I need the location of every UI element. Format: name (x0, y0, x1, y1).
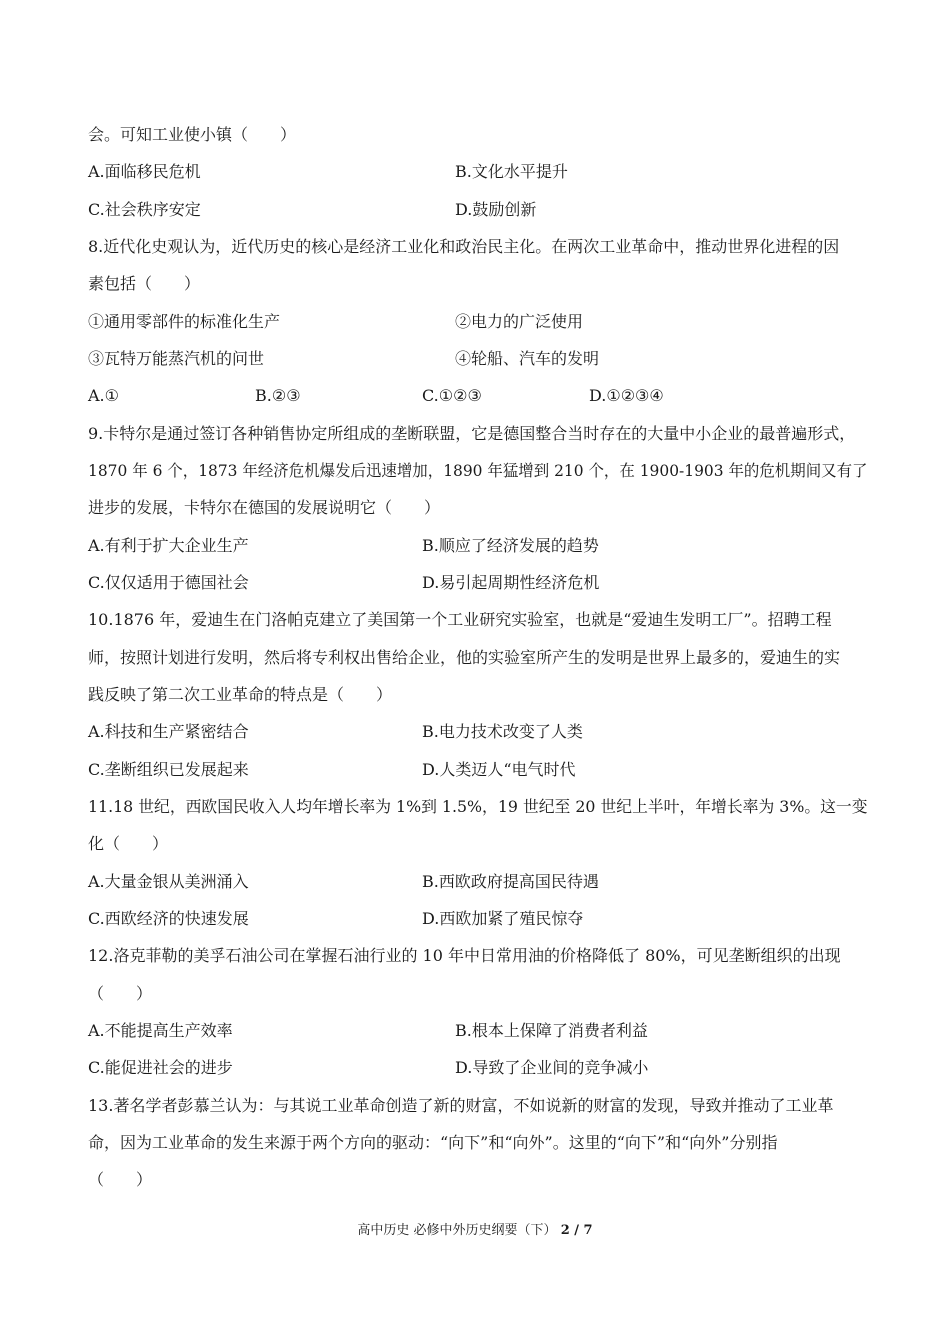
q13-stem-line1: 13.著名学者彭慕兰认为：与其说工业革命创造了新的财富，不如说新的财富的发现，导致并推动了工业革 (88, 1096, 834, 1115)
q8-item-4: ④轮船、汽车的发明 (455, 349, 600, 368)
q8-option-a: A.① (88, 386, 119, 405)
q12-option-d: D.导致了企业间的竞争减小 (455, 1058, 649, 1077)
q12-option-a: A.不能提高生产效率 (88, 1021, 233, 1040)
q10-option-c: C.垄断组织已发展起来 (88, 760, 249, 779)
q11-option-d: D.西欧加紧了殖民惊夺 (422, 909, 584, 928)
page-number: 2 / 7 (560, 1223, 593, 1238)
q7-option-c: C.社会秩序安定 (88, 200, 201, 219)
q12-option-b: B.根本上保障了消费者利益 (455, 1021, 648, 1040)
q9-option-a: A.有利于扩大企业生产 (88, 536, 249, 555)
q8-item-3: ③瓦特万能蒸汽机的问世 (88, 349, 265, 368)
q10-stem-line2: 师，按照计划进行发明，然后将专利权出售给企业，他的实验室所产生的发明是世界上最多的，爱迪生的实 (88, 648, 841, 667)
q9-option-c: C.仅仅适用于德国社会 (88, 573, 249, 592)
q8-option-c: C.①②③ (422, 386, 482, 405)
footer-subject: 高中历史 必修中外历史纲要（下） (357, 1223, 557, 1238)
q7-option-b: B.文化水平提升 (455, 162, 568, 181)
q9-stem-line1: 9.卡特尔是通过签订各种销售协定所组成的垄断联盟，它是德国整合当时存在的大量中小企业的最普遍形式， (88, 424, 856, 443)
q10-option-a: A.科技和生产紧密结合 (88, 722, 249, 741)
q12-stem-line2: （ ） (88, 984, 153, 1003)
q8-stem-line2: 素包括（ ） (88, 274, 201, 293)
q9-stem-line3: 进步的发展，卡特尔在德国的发展说明它（ ） (88, 498, 441, 517)
q8-option-b: B.②③ (255, 386, 301, 405)
q9-stem-line2: 1870 年 6 个，1873 年经济危机爆发后迅速增加，1890 年猛增到 210 个，在 1900-1903 年的危机期间又有了 (88, 461, 868, 480)
q12-stem-line1: 12.洛克菲勒的美孚石油公司在掌握石油行业的 10 年中日常用油的价格降低了 80%，可见垄断组织的出现 (88, 946, 841, 965)
q8-item-1: ①通用零部件的标准化生产 (88, 312, 281, 331)
q10-option-d: D.人类迈人“电气时代 (422, 760, 576, 779)
q10-stem-line1: 10.1876 年，爱迪生在门洛帕克建立了美国第一个工业研究实验室，也就是“爱迪生发明工厂”。招聘工程 (88, 610, 832, 629)
q11-stem-line1: 11.18 世纪，西欧国民收入人均年增长率为 1%到 1.5%，19 世纪至 20 世纪上半叶，年增长率为 3%。这一变 (88, 797, 868, 816)
q10-option-b: B.电力技术改变了人类 (422, 722, 583, 741)
q10-stem-line3: 践反映了第二次工业革命的特点是（ ） (88, 685, 393, 704)
q9-option-d: D.易引起周期性经济危机 (422, 573, 600, 592)
q7-option-d: D.鼓励创新 (455, 200, 537, 219)
q7-tail: 会。可知工业使小镇（ ） (88, 125, 297, 144)
q11-option-b: B.西欧政府提高国民待遇 (422, 872, 599, 891)
q8-stem-line1: 8.近代化史观认为，近代历史的核心是经济工业化和政治民主化。在两次工业革命中，推动世界化进程的因 (88, 237, 840, 256)
q11-option-a: A.大量金银从美洲涌入 (88, 872, 249, 891)
q11-stem-line2: 化（ ） (88, 834, 169, 853)
q11-option-c: C.西欧经济的快速发展 (88, 909, 249, 928)
page-footer (0, 1222, 950, 1240)
q7-option-a: A.面临移民危机 (88, 162, 201, 181)
q13-stem-line2: 命，因为工业革命的发生来源于两个方向的驱动：“向下”和“向外”。这里的“向下”和“向外”分别指 (88, 1133, 778, 1152)
q8-item-2: ②电力的广泛使用 (455, 312, 584, 331)
q8-option-d: D.①②③④ (589, 386, 664, 405)
q9-option-b: B.顺应了经济发展的趋势 (422, 536, 599, 555)
q13-stem-line3: （ ） (88, 1170, 153, 1189)
q12-option-c: C.能促进社会的进步 (88, 1058, 233, 1077)
